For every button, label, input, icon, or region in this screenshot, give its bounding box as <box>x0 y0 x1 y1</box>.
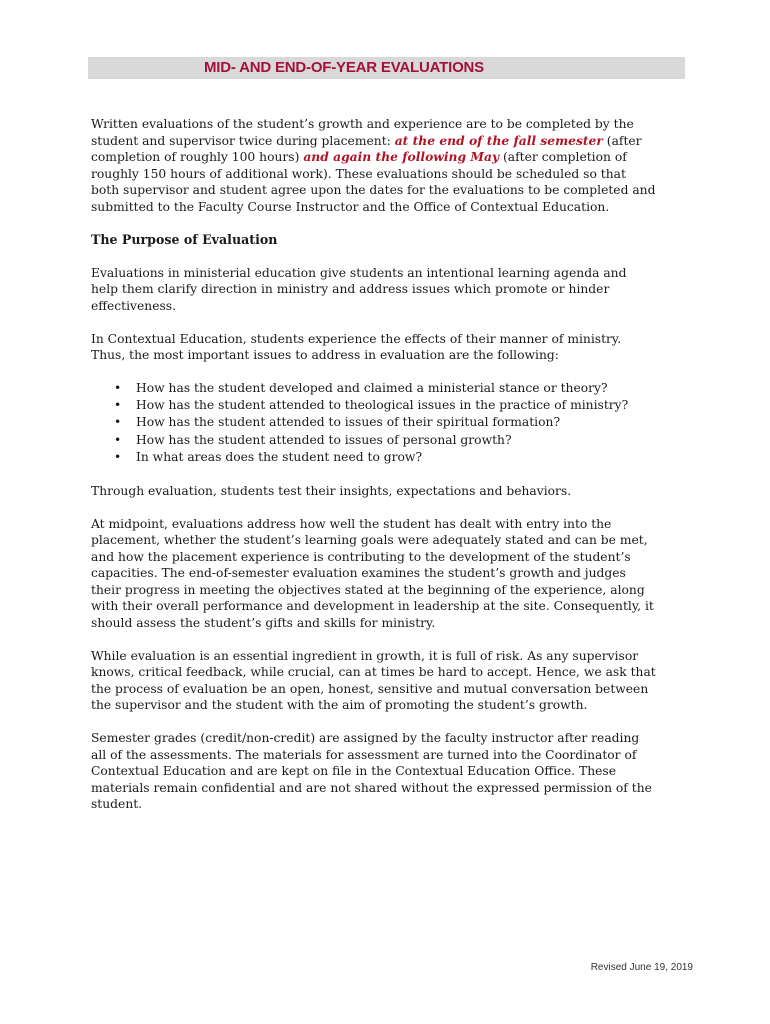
bullet-icon: • <box>114 449 122 464</box>
paragraph-learning-agenda: Evaluations in ministerial education give students an intentional learning agenda and help them clarify direction in ministry and address issues which promote or hinder effectiveness. <box>91 265 627 313</box>
purpose-heading: The Purpose of Evaluation <box>91 231 278 247</box>
list-item: • How has the student attended to issues of their spiritual formation? <box>91 414 656 431</box>
paragraph-through-evaluation: Through evaluation, students test their insights, expectations and behaviors. <box>91 483 572 498</box>
bullet-icon: • <box>114 415 122 430</box>
list-item: • How has the student attended to issues of personal growth? <box>91 432 656 449</box>
intro-text-3: (after completion of roughly 150 hours of additional work). These evaluations should be scheduled so that both supervisor and student agree upon the dates for the evaluations to be completed and submitted to the Faculty Course Instructor and the Office of Contextual Education. <box>91 150 656 214</box>
questions-list <box>91 380 656 466</box>
list-item: • How has the student attended to theological issues in the practice of ministry? <box>91 397 656 414</box>
paragraph-grades: Semester grades (credit/non-credit) are assigned by the faculty instructor after reading all of the assessments. The materials for assessment are turned into the Coordinator of Contextual Education and are kept on file in the Contextual Education Office. These materials remain confidential and are not shared without the expressed permission of the student. <box>91 731 652 812</box>
bullet-icon: • <box>114 432 122 447</box>
paragraph-risk: While evaluation is an essential ingredient in growth, it is full of risk. As any supervisor knows, critical feedback, while crucial, can at times be hard to accept. Hence, we ask that the process of evaluation be an open, honest, sensitive and mutual conversation between the supervisor and the student with the aim of promoting the student’s growth. <box>91 648 656 713</box>
intro-text-2: (after completion of roughly 100 hours) <box>91 133 642 164</box>
list-item: • In what areas does the student need to grow? <box>91 449 656 466</box>
paragraph-midpoint: At midpoint, evaluations address how well the student has dealt with entry into the placement, whether the student’s learning goals were adequately stated and can be met, and how the placement experience is contributing to the development of the student’s capacities. The end-of-semester evaluation examines the student’s growth and judges their progress in meeting the objectives stated at the beginning of the experience, along with their overall performance and development in leadership at the site. Consequently, it should assess the student’s gifts and skills for ministry. <box>91 516 654 630</box>
list-item: • How has the student developed and claimed a ministerial stance or theory? <box>91 380 656 397</box>
revision-date: Revised June 19, 2019 <box>590 962 693 973</box>
paragraph-contextual-education: In Contextual Education, students experience the effects of their manner of ministry. Thus, the most important issues to address in evaluation are the following: <box>91 331 622 362</box>
bullet-icon: • <box>114 381 122 395</box>
intro-highlight-fall: at the end of the fall semester <box>394 132 603 148</box>
bullet-icon: • <box>114 398 122 413</box>
intro-highlight-may: and again the following May <box>303 149 500 164</box>
document-body <box>91 116 656 829</box>
page-title: MID- AND END-OF-YEAR EVALUATIONS <box>204 59 484 76</box>
intro-paragraph <box>91 116 656 215</box>
intro-text-1: Written evaluations of the student’s growth and experience are to be completed by the student and supervisor twice during placement: <box>91 117 634 148</box>
